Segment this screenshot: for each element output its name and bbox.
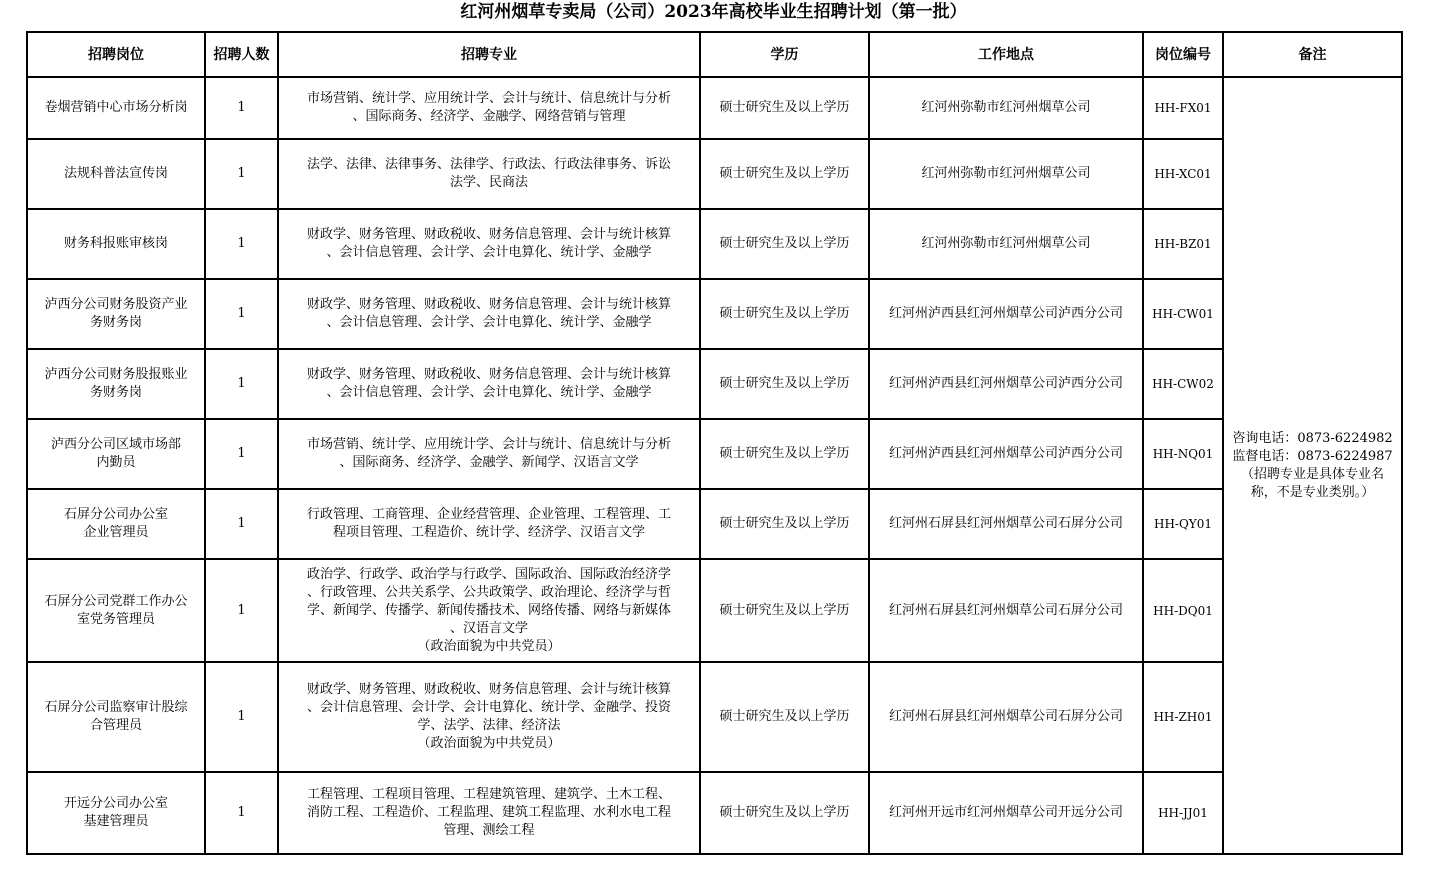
cell-count: 1: [205, 772, 278, 854]
recruitment-table: [26, 31, 1403, 855]
cell-location: 红河州开远市红河州烟草公司开远分公司: [869, 772, 1143, 854]
cell-location: 红河州弥勒市红河州烟草公司: [869, 139, 1143, 209]
cell-count: 1: [205, 662, 278, 772]
cell-count: 1: [205, 209, 278, 279]
cell-code: HH-XC01: [1143, 139, 1223, 209]
cell-education: 硕士研究生及以上学历: [700, 349, 869, 419]
table-header-row: [27, 32, 1402, 77]
cell-position: 泸西分公司财务股资产业 务财务岗: [27, 279, 205, 349]
cell-position: 石屏分公司监察审计股综 合管理员: [27, 662, 205, 772]
cell-education: 硕士研究生及以上学历: [700, 139, 869, 209]
cell-count: 1: [205, 279, 278, 349]
cell-majors: 政治学、行政学、政治学与行政学、国际政治、国际政治经济学 、行政管理、公共关系学、公共政策学、政治理论、经济学与哲 学、新闻学、传播学、新闻传播技术、网络传播、网络与新媒体 、汉语言文学 （政治面貌为中共党员）: [278, 559, 700, 662]
cell-code: HH-DQ01: [1143, 559, 1223, 662]
page-title: 红河州烟草专卖局（公司）2023年高校毕业生招聘计划（第一批）: [460, 2, 967, 22]
cell-location: 红河州泸西县红河州烟草公司泸西分公司: [869, 419, 1143, 489]
cell-count: 1: [205, 139, 278, 209]
cell-education: 硕士研究生及以上学历: [700, 77, 869, 139]
cell-count: 1: [205, 349, 278, 419]
cell-education: 硕士研究生及以上学历: [700, 279, 869, 349]
table-row: [27, 349, 1402, 419]
cell-location: 红河州泸西县红河州烟草公司泸西分公司: [869, 279, 1143, 349]
cell-location: 红河州弥勒市红河州烟草公司: [869, 77, 1143, 139]
cell-majors: 市场营销、统计学、应用统计学、会计与统计、信息统计与分析 、国际商务、经济学、金融学、网络营销与管理: [278, 77, 700, 139]
table-row: [27, 279, 1402, 349]
cell-code: HH-BZ01: [1143, 209, 1223, 279]
cell-location: 红河州石屏县红河州烟草公司石屏分公司: [869, 662, 1143, 772]
cell-remark: 咨询电话：0873-6224982 监督电话：0873-6224987 （招聘专业是具体专业名 称，不是专业类别。）: [1223, 77, 1402, 854]
cell-majors: 法学、法律、法律事务、法律学、行政法、行政法律事务、诉讼 法学、民商法: [278, 139, 700, 209]
cell-majors: 工程管理、工程项目管理、工程建筑管理、建筑学、土木工程、 消防工程、工程造价、工程监理、建筑工程监理、水利水电工程 管理、测绘工程: [278, 772, 700, 854]
cell-position: 法规科普法宣传岗: [27, 139, 205, 209]
cell-majors: 市场营销、统计学、应用统计学、会计与统计、信息统计与分析 、国际商务、经济学、金融学、新闻学、汉语言文学: [278, 419, 700, 489]
header-position: 招聘岗位: [27, 32, 205, 77]
cell-count: 1: [205, 489, 278, 559]
cell-education: 硕士研究生及以上学历: [700, 209, 869, 279]
header-location: 工作地点: [869, 32, 1143, 77]
cell-count: 1: [205, 419, 278, 489]
cell-position: 石屏分公司党群工作办公 室党务管理员: [27, 559, 205, 662]
cell-count: 1: [205, 559, 278, 662]
header-majors: 招聘专业: [278, 32, 700, 77]
cell-position: 卷烟营销中心市场分析岗: [27, 77, 205, 139]
table-row: [27, 139, 1402, 209]
cell-majors: 行政管理、工商管理、企业经营管理、企业管理、工程管理、工 程项目管理、工程造价、统计学、经济学、汉语言文学: [278, 489, 700, 559]
cell-code: HH-JJ01: [1143, 772, 1223, 854]
table-row: [27, 489, 1402, 559]
cell-code: HH-ZH01: [1143, 662, 1223, 772]
cell-majors: 财政学、财务管理、财政税收、财务信息管理、会计与统计核算 、会计信息管理、会计学、会计电算化、统计学、金融学: [278, 209, 700, 279]
cell-code: HH-NQ01: [1143, 419, 1223, 489]
table-row: [27, 419, 1402, 489]
table-row: [27, 559, 1402, 662]
table-row: [27, 77, 1402, 139]
cell-count: 1: [205, 77, 278, 139]
cell-majors: 财政学、财务管理、财政税收、财务信息管理、会计与统计核算 、会计信息管理、会计学、会计电算化、统计学、金融学: [278, 349, 700, 419]
cell-location: 红河州石屏县红河州烟草公司石屏分公司: [869, 489, 1143, 559]
table-row: [27, 662, 1402, 772]
cell-location: 红河州泸西县红河州烟草公司泸西分公司: [869, 349, 1143, 419]
cell-location: 红河州弥勒市红河州烟草公司: [869, 209, 1143, 279]
header-code: 岗位编号: [1143, 32, 1223, 77]
cell-location: 红河州石屏县红河州烟草公司石屏分公司: [869, 559, 1143, 662]
cell-education: 硕士研究生及以上学历: [700, 559, 869, 662]
cell-position: 石屏分公司办公室 企业管理员: [27, 489, 205, 559]
cell-education: 硕士研究生及以上学历: [700, 662, 869, 772]
cell-education: 硕士研究生及以上学历: [700, 772, 869, 854]
cell-education: 硕士研究生及以上学历: [700, 489, 869, 559]
cell-code: HH-CW01: [1143, 279, 1223, 349]
header-remark: 备注: [1223, 32, 1402, 77]
cell-education: 硕士研究生及以上学历: [700, 419, 869, 489]
cell-code: HH-QY01: [1143, 489, 1223, 559]
table-row: [27, 772, 1402, 854]
cell-position: 财务科报账审核岗: [27, 209, 205, 279]
cell-code: HH-FX01: [1143, 77, 1223, 139]
cell-majors: 财政学、财务管理、财政税收、财务信息管理、会计与统计核算 、会计信息管理、会计学、会计电算化、统计学、金融学: [278, 279, 700, 349]
header-education: 学历: [700, 32, 869, 77]
header-count: 招聘人数: [205, 32, 278, 77]
cell-position: 泸西分公司财务股报账业 务财务岗: [27, 349, 205, 419]
cell-code: HH-CW02: [1143, 349, 1223, 419]
cell-position: 泸西分公司区域市场部 内勤员: [27, 419, 205, 489]
table-row: [27, 209, 1402, 279]
cell-majors: 财政学、财务管理、财政税收、财务信息管理、会计与统计核算 、会计信息管理、会计学、会计电算化、统计学、金融学、投资 学、法学、法律、经济法 （政治面貌为中共党员）: [278, 662, 700, 772]
cell-position: 开远分公司办公室 基建管理员: [27, 772, 205, 854]
